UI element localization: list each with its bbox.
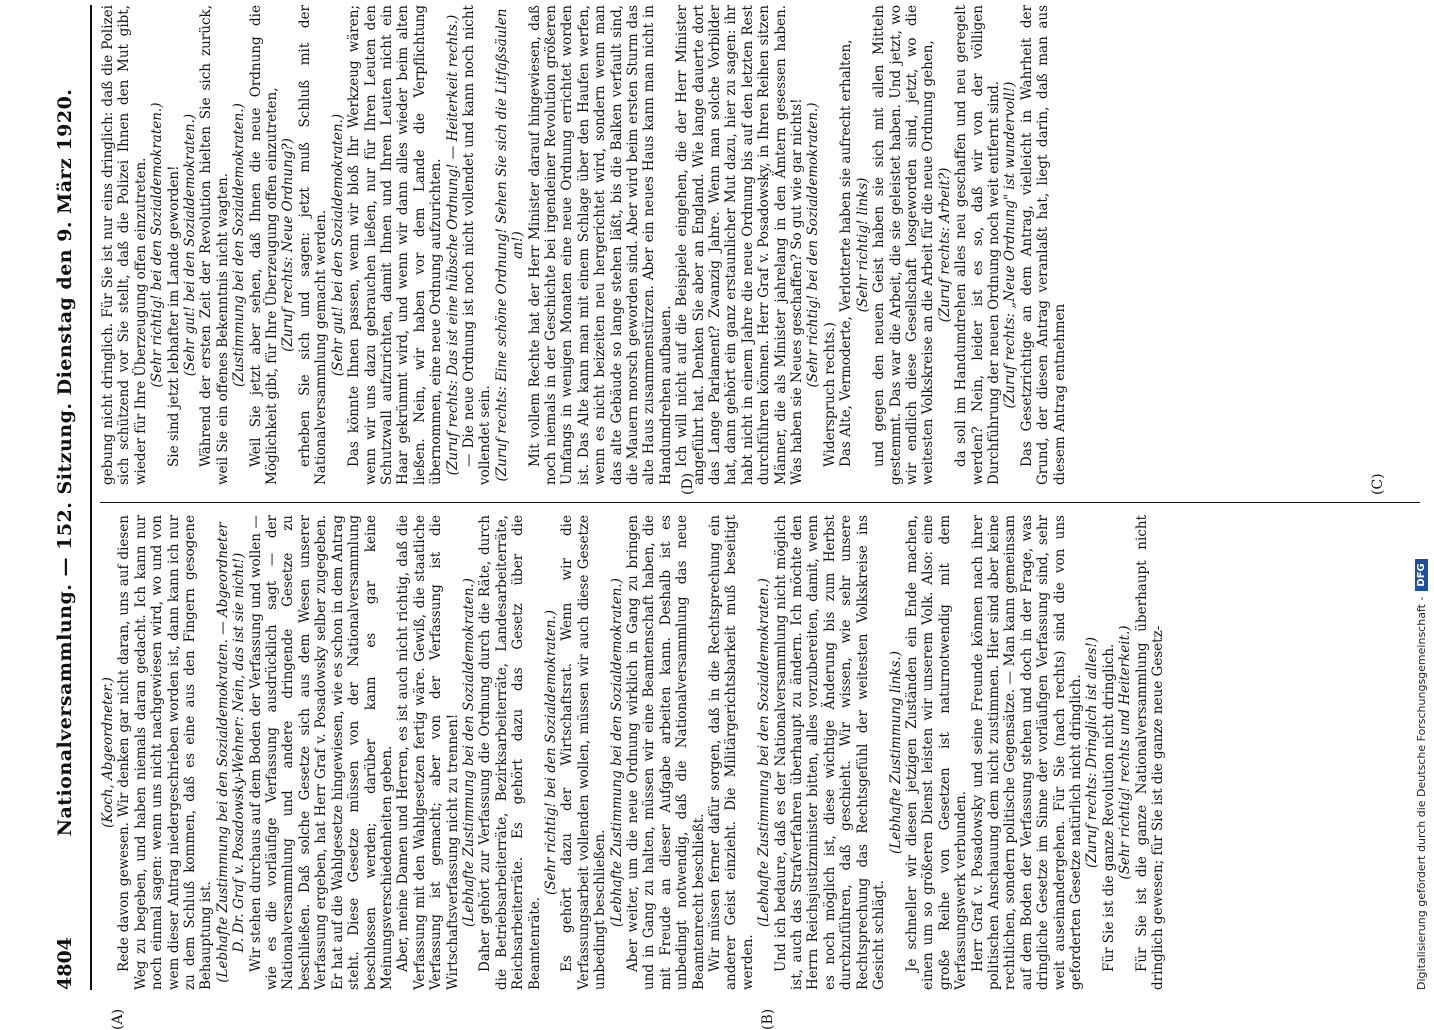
paragraph: Aber weiter, um die neue Ordnung wirklich in Gang zu bringen und in Gang zu halten, müssen wir eine Beamtenschaft haben, die mit Freude an dieser Aufgabe arbeiten kann. Deshalb ist es unbedingt notwendig, daß die Nationalversammlung das neue Beamtenrecht beschließt.: [625, 515, 707, 990]
digitization-credit: [1410, 10, 1432, 990]
paragraph: (Sehr richtig! bei den Sozialdemokraten.): [149, 102, 166, 388]
marker-d: (D): [680, 472, 696, 495]
paragraph: (Zuruf rechts: Dringlich ist alles!): [1084, 636, 1101, 869]
paragraph: Es gehört dazu der Wirtschaftsrat. Wenn wir die Verfassungsarbeit vollenden wollen, müssen wir auch diese Gesetze unbedingt beschließen.: [559, 515, 609, 990]
paragraph: Wir müssen ferner dafür sorgen, daß in die Rechtsprechung ein anderer Geist einzieht. Die Militärgerichtsbarkeit muß beseitigt werden.: [707, 515, 756, 990]
paragraph: gebung nicht dringlich. Für Sie ist nur eins dringlich: daß die Polizei sich schützend vor Sie stellt, daß die Polizei Ihnen den Mut gibt, wieder für Ihre Überzeugung offen einzutreten.: [100, 5, 149, 485]
paragraph: Und ich bedaure, daß es der Nationalversammlung nicht möglich ist, auch das Strafverfahren überhaupt zu ändern. Ich möchte den Herrn Reichsjustizminister bitten, alles vorzubereiten, damit, wenn es noch möglich ist, diese wichtige Änderung bis zum Herbst durchzuführen, daß geschieht. Wir wissen, wie sehr unsere Rechtsprechung das Rechtsgefühl der weitesten Volkskreise ins Gesicht schlägt.: [772, 515, 888, 990]
paragraph: Daher gehört zur Verfassung die Ordnung durch die Räte, durch die Betriebsarbeiterräte, Bezirksarbeiterräte, Landesarbeiterräte, Reichsarbeiterräte. Es gehört dazu das Gesetz über die Beamtenräte.: [477, 515, 543, 990]
paragraph: (Zuruf rechts: Arbeit?): [936, 167, 953, 323]
paragraph: Für Sie ist die ganze Nationalversammlung überhaupt nicht dringlich gewesen; für Sie ist die ganze neue Gesetz-: [1133, 515, 1166, 990]
paragraph: (Zuruf rechts: Neue Ordnung?): [280, 138, 297, 352]
paragraph: (Zuruf rechts: Eine schöne Ordnung! Sehen Sie sich die Litfaßsäulen an!): [493, 8, 527, 482]
paragraph: (Lebhafte Zustimmung bei den Sozialdemokraten.): [608, 578, 625, 927]
paragraph: Während der ersten Zeit der Revolution hielten Sie sich zurück, weil Sie ein offenes Bekenntnis nicht wagten.: [198, 5, 231, 485]
paragraph: da soll im Handumdrehen alles neu geschaffen und neu geregelt werden? Nein, leider ist es so, daß wir von der völligen Durchführung der neuen Ordnung noch weit entfernt sind.: [953, 5, 1002, 485]
paragraph: Mit vollem Rechte hat der Herr Minister darauf hingewiesen, daß noch niemals in der Geschichte bei irgendeiner Revolution größeren Umfangs in wenigen Monaten eine neue Ordnung errichtet worden ist. Das Alte kann man mit einem Schlage über den Haufen werfen, wenn es nicht beizeiten neu hergerichtet wird, sondern wenn man das alte Gebäude so lange stehen läßt, bis die Balken verfault sind, die Mauern morsch geworden sind. Aber wird beim ersten Sturm das alte Haus zusammenstürzen. Aber ein neues Haus kann man nicht in Handumdrehen aufbauen.: [526, 5, 674, 485]
paragraph: Wir stehen durchaus auf dem Boden der Verfassung und wollen — wie es die vorläufige Verfassung ausdrücklich sagt — der Nationalversammlung und andere dringende Gesetze zu beschließen. Daß solche Gesetze sich aus dem Wesen unserer Verfassung ergeben, hat Herr Graf v. Posadowsky selber zugegeben. Er hat auf die Wahlgesetze hingewiesen, wie es schon in dem Antrag steht. Diese Gesetze müssen von der Nationalversammlung beschlossen werden; darüber kann es gar keine Meinungsverschiedenheiten geben.: [247, 515, 395, 990]
column-divider: [100, 502, 1420, 503]
paragraph: Ich will nicht auf die Beispiele eingehen, die der Herr Minister angeführt hat. Denken Sie aber an England. Wie lange dauerte dort das Lange Parlament? Zwanzig Jahre. Wenn man solche Vorbilder hat, dann gehört ein ganz erstaunlicher Mut dazu, hier zu sagen: ihr habt nicht in einem Jahre die neue Ordnung bis auf den letzten Rest durchführen können. Herr Graf v. Posadowsky, in Ihren Reihen sitzen Männer, die als Minister jahrelang in den Ämtern gesessen haben. Was haben sie Neues geschaffen? So gut wie gar nichts!: [674, 5, 806, 485]
paragraph: Widerspruch rechts.): [821, 322, 838, 467]
paragraph: (Zustimmung bei den Sozialdemokraten.): [231, 103, 248, 387]
page-header: [40, 5, 92, 990]
paragraph: Aber, meine Damen und Herren, es ist auch nicht richtig, daß die Verfassung mit den Wahlgesetzen fertig wäre. Gewiß, die staatliche Verfassung ist gemacht; aber von der Verfassung ist die Wirtschaftsverfassung nicht zu trennen!: [395, 515, 461, 990]
paragraph: (Zuruf rechts: Das ist eine hübsche Ordnung! — Heiterkeit rechts.): [444, 14, 461, 476]
paragraph: Je schneller wir diesen jetzigen Zuständen ein Ende machen, einen um so größeren Dienst leisten wir unserem Volk. Also: eine große Reihe von Gesetzen ist naturnotwendig mit dem Verfassungswerk verbunden.: [903, 515, 970, 990]
paragraph: (Sehr richtig! bei den Sozialdemokraten.): [805, 102, 822, 388]
paragraph: (Lebhafte Zustimmung bei den Sozialdemokraten.): [460, 578, 477, 927]
page-number: 4804: [54, 937, 76, 990]
paragraph: erheben Sie sich und sagen: jetzt muß Schluß mit der Nationalversammlung gemacht werden.: [296, 5, 330, 485]
paragraph: Weil Sie jetzt aber sehen, daß Ihnen die neue Ordnung die Möglichkeit gibt, für Ihre Überzeugung offen einzutreten,: [247, 5, 281, 485]
paragraph: (Lebhafte Zustimmung bei den Sozialdemokraten. — Abgeordneter D. Dr. Graf v. Posadowsky-Wehner: Nein, das ist sie nicht!): [214, 522, 248, 983]
paragraph: (Sehr richtig! links): [854, 177, 871, 313]
paragraph: (Sehr gut! bei den Sozialdemokraten.): [182, 113, 199, 377]
paragraph: (Zuruf rechts: „Neue Ordnung" ist wundervoll!): [1002, 81, 1019, 409]
paragraph: (Lebhafte Zustimmung bei den Sozialdemokraten.): [756, 578, 773, 927]
paragraph: Sie sind jetzt lebhafter im Lande geworden!: [165, 165, 182, 467]
newspaper-page: [40, 0, 1420, 1030]
paragraph: Das Gesetzrichtige an dem Antrag, vielleicht in Wahrheit der Grund, der diesen Antrag veranlaßt hat, liegt darin, daß man aus diesem Antrag entnehmen: [1018, 5, 1068, 485]
dfg-logo: DFG: [1415, 559, 1428, 590]
paragraph: Rede davon gewesen. Wir denken gar nicht daran, uns auf diesen Weg zu begeben, und haben niemals daran gedacht. Ich kann nur noch einmal sagen: wenn uns nicht nachgewiesen wird, wo und von wem dieser Antrag niedergeschrieben worden ist, dann kann ich nur zu dem Schluß kommen, daß es eine aus den Fingern gesogene Behauptung ist.: [116, 515, 215, 990]
paragraph: und gegen den neuen Geist haben sie sich mit allen Mitteln gestemmt. Das war die Arbeit, die sie geleistet haben. Und jetzt, wo wir endlich diese Gesellschaft losgeworden sind, jetzt, wo die weitesten Volkskreise an die Arbeit für die neue Ordnung gehen,: [871, 5, 937, 485]
marker-a: (A): [110, 1008, 126, 1030]
page-title: Nationalversammlung. — 152. Sitzung. Dienstag den 9. März 1920.: [54, 88, 76, 837]
paragraph: — Die neue Ordnung ist noch nicht vollendet und kann noch nicht vollendet sein.: [460, 5, 494, 485]
credit-text: Digitalisierung gefördert durch die Deutsche Forschungsgemeinschaft -: [1414, 596, 1428, 990]
marker-c: (C): [1370, 473, 1386, 495]
paragraph: (Sehr richtig! rechts und Heiterkeit.): [1117, 625, 1134, 880]
paragraph: (Sehr richtig! bei den Sozialdemokraten.): [542, 610, 559, 896]
paragraph: (Sehr gut! bei den Sozialdemokraten.): [329, 113, 346, 377]
paragraph: (Lebhafte Zustimmung links.): [887, 651, 904, 854]
paragraph: Das Alte, Vermoderte, Verlotterte haben sie aufrecht erhalten,: [838, 39, 855, 467]
paragraph: Das könnte Ihnen passen, wenn wir bloß Ihr Werkzeug wären; wenn wir uns dazu gebrauchen ließen, nur für Ihren Leuten den Schutzwall aufzurichten, damit Ihnen und Ihren Leuten nicht ein Haar gekrümmt wird, und wenn wir dann alles wieder beim alten ließen. Nein, wir haben vor dem Lande die Verpflichtung übernommen, eine neue Ordnung aufzurichten.: [346, 5, 445, 485]
paragraph: Herr Graf v. Posadowsky und seine Freunde können nach ihrer politischen Anschauung dem nicht zustimmen. Hier sind aber keine rechtlichen, sondern politische Gegensätze. — Man kann gemeinsam auf dem Boden der Verfassung stehen und doch in der Frage, was dringliche Gesetze im Sinne der vorläufigen Verfassung sind, sehr weit auseinandergehen. Für Sie (nach rechts) sind die von uns geforderten Gesetze natürlich nicht dringlich.: [969, 515, 1084, 990]
paragraph: Für Sie ist die ganze Revolution nicht dringlich.: [1100, 643, 1117, 972]
left-column: [100, 515, 1420, 990]
paragraph: (Koch, Abgeordneter.): [100, 677, 116, 828]
right-column: [100, 5, 1420, 485]
marker-b: (B): [760, 1008, 776, 1030]
